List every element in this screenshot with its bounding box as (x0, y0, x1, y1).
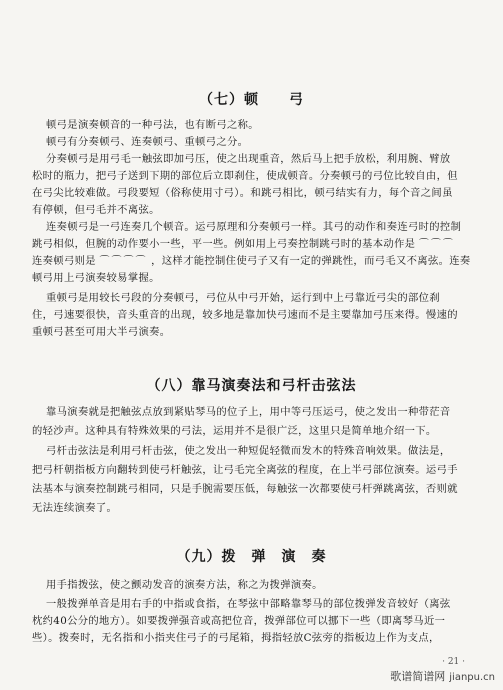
watermark-url: jianpu.cn (449, 672, 495, 683)
text-line: 顿弓有分奏顿弓、连奏顿弓、重顿弓之分。 (46, 136, 249, 148)
text-run: ，这样才能控制住使弓子又有一定的弹跳性，而弓毛又不离弦。连奏 (151, 255, 471, 267)
text-line: 把弓杆朝指板方向翻转到使弓杆触弦，让弓毛完全离弦的程度，在上半弓部位演奏。运弓手 (32, 464, 458, 476)
text-line: 枕约40公分的地方）。如要拨弹强音或高把位音，拨弹部位可以挪下一些（即离琴马近一 (32, 615, 446, 627)
text-line: 些）。拨奏时，无名指和小指夹住弓子的弓尾箱，拇指轻放C弦旁的指板边上作为支点， (32, 632, 440, 644)
text-line (32, 237, 455, 252)
text-line: 重顿弓甚至可用大半弓演奏。 (32, 326, 171, 338)
bowing-wave-symbol: ⌒⌒⌒⌒ (99, 256, 148, 267)
text-line: 顿弓用上弓演奏较易掌握。 (32, 272, 160, 284)
text-line: 靠马演奏就是把触弦点放到紧贴琴马的位子上，用中等弓压运弓，使之发出一种带茫音 (46, 406, 451, 418)
text-line: 有停顿，但弓毛并不离弦。 (32, 204, 160, 216)
watermark-site-name: 歌谱简谱网 (390, 670, 446, 683)
bowing-wave-symbol: ⌒⌒⌒ (418, 239, 455, 250)
text-line: 连奏顿弓是一弓连奏几个顿音。运弓原理和分奏顿弓一样。其弓的动作和奏连弓时的控制 (46, 221, 462, 233)
text-line: 在弓尖比较难做。弓段要短（俗称使用寸弓）。和跳弓相比，顿弓结实有力，每个音之间虽 (32, 187, 453, 199)
text-line: 用手指拨弦，使之颤动发音的演奏方法，称之为拨弹演奏。 (46, 579, 323, 591)
text-line: 一般拨弹单音是用右手的中指或食指，在琴弦中部略靠琴马的部位拨弹发音较好（离弦 (46, 598, 451, 610)
text-line: 住，弓速要很快，音头重音的出现，较多地是靠加快弓速而不是主要靠加弓压来得。慢速的 (32, 309, 458, 321)
text-line: 无法连续演奏了。 (32, 502, 118, 514)
watermark (390, 668, 495, 684)
text-line: 分奏顿弓是用弓毛一触弦即加弓压，使之出现重音，然后马上把手放松，利用腕、臂放 (46, 153, 451, 165)
text-line: 重顿弓是用较长弓段的分奏顿弓，弓位从中弓开始，运行到中上弓靠近弓尖的部位刹 (46, 292, 440, 304)
section-7-title: （七）顿 弓 (199, 92, 304, 108)
text-line: 法基本与演奏控制跳弓相同，只是手腕需要压低，每触弦一次都要使弓杆弹跳离弦，否则就 (32, 483, 458, 495)
text-run: 连奏顿弓则是 (32, 255, 96, 267)
page-number: · 21 · (442, 657, 465, 667)
section-8-title: （八）靠马演奏法和弓杆击弦法 (146, 378, 357, 394)
section-9-title: （九）拨 弹 演 奏 (176, 549, 327, 565)
text-line: 的轻沙声。这种具有特殊效果的弓法，运用并不是很广泛，这里只是简单地介绍一下。 (32, 425, 437, 437)
text-line: 顿弓是演奏顿音的一种弓法，也有断弓之称。 (46, 119, 259, 131)
text-line: 松时的瓶力，把弓子送到下期的部位后立即刹住，使成顿音。分奏顿弓的弓位比较自由，但 (32, 170, 458, 182)
text-run: 跳弓相似，但腕的动作要小一些，平一些。例如用上弓奏控制跳弓时的基本动作是 (32, 238, 416, 250)
text-line (32, 254, 471, 269)
text-line: 弓杆击弦法是利用弓杆击弦，使之发出一种短促轻微而发木的特殊音响效果。做法是， (46, 445, 451, 457)
